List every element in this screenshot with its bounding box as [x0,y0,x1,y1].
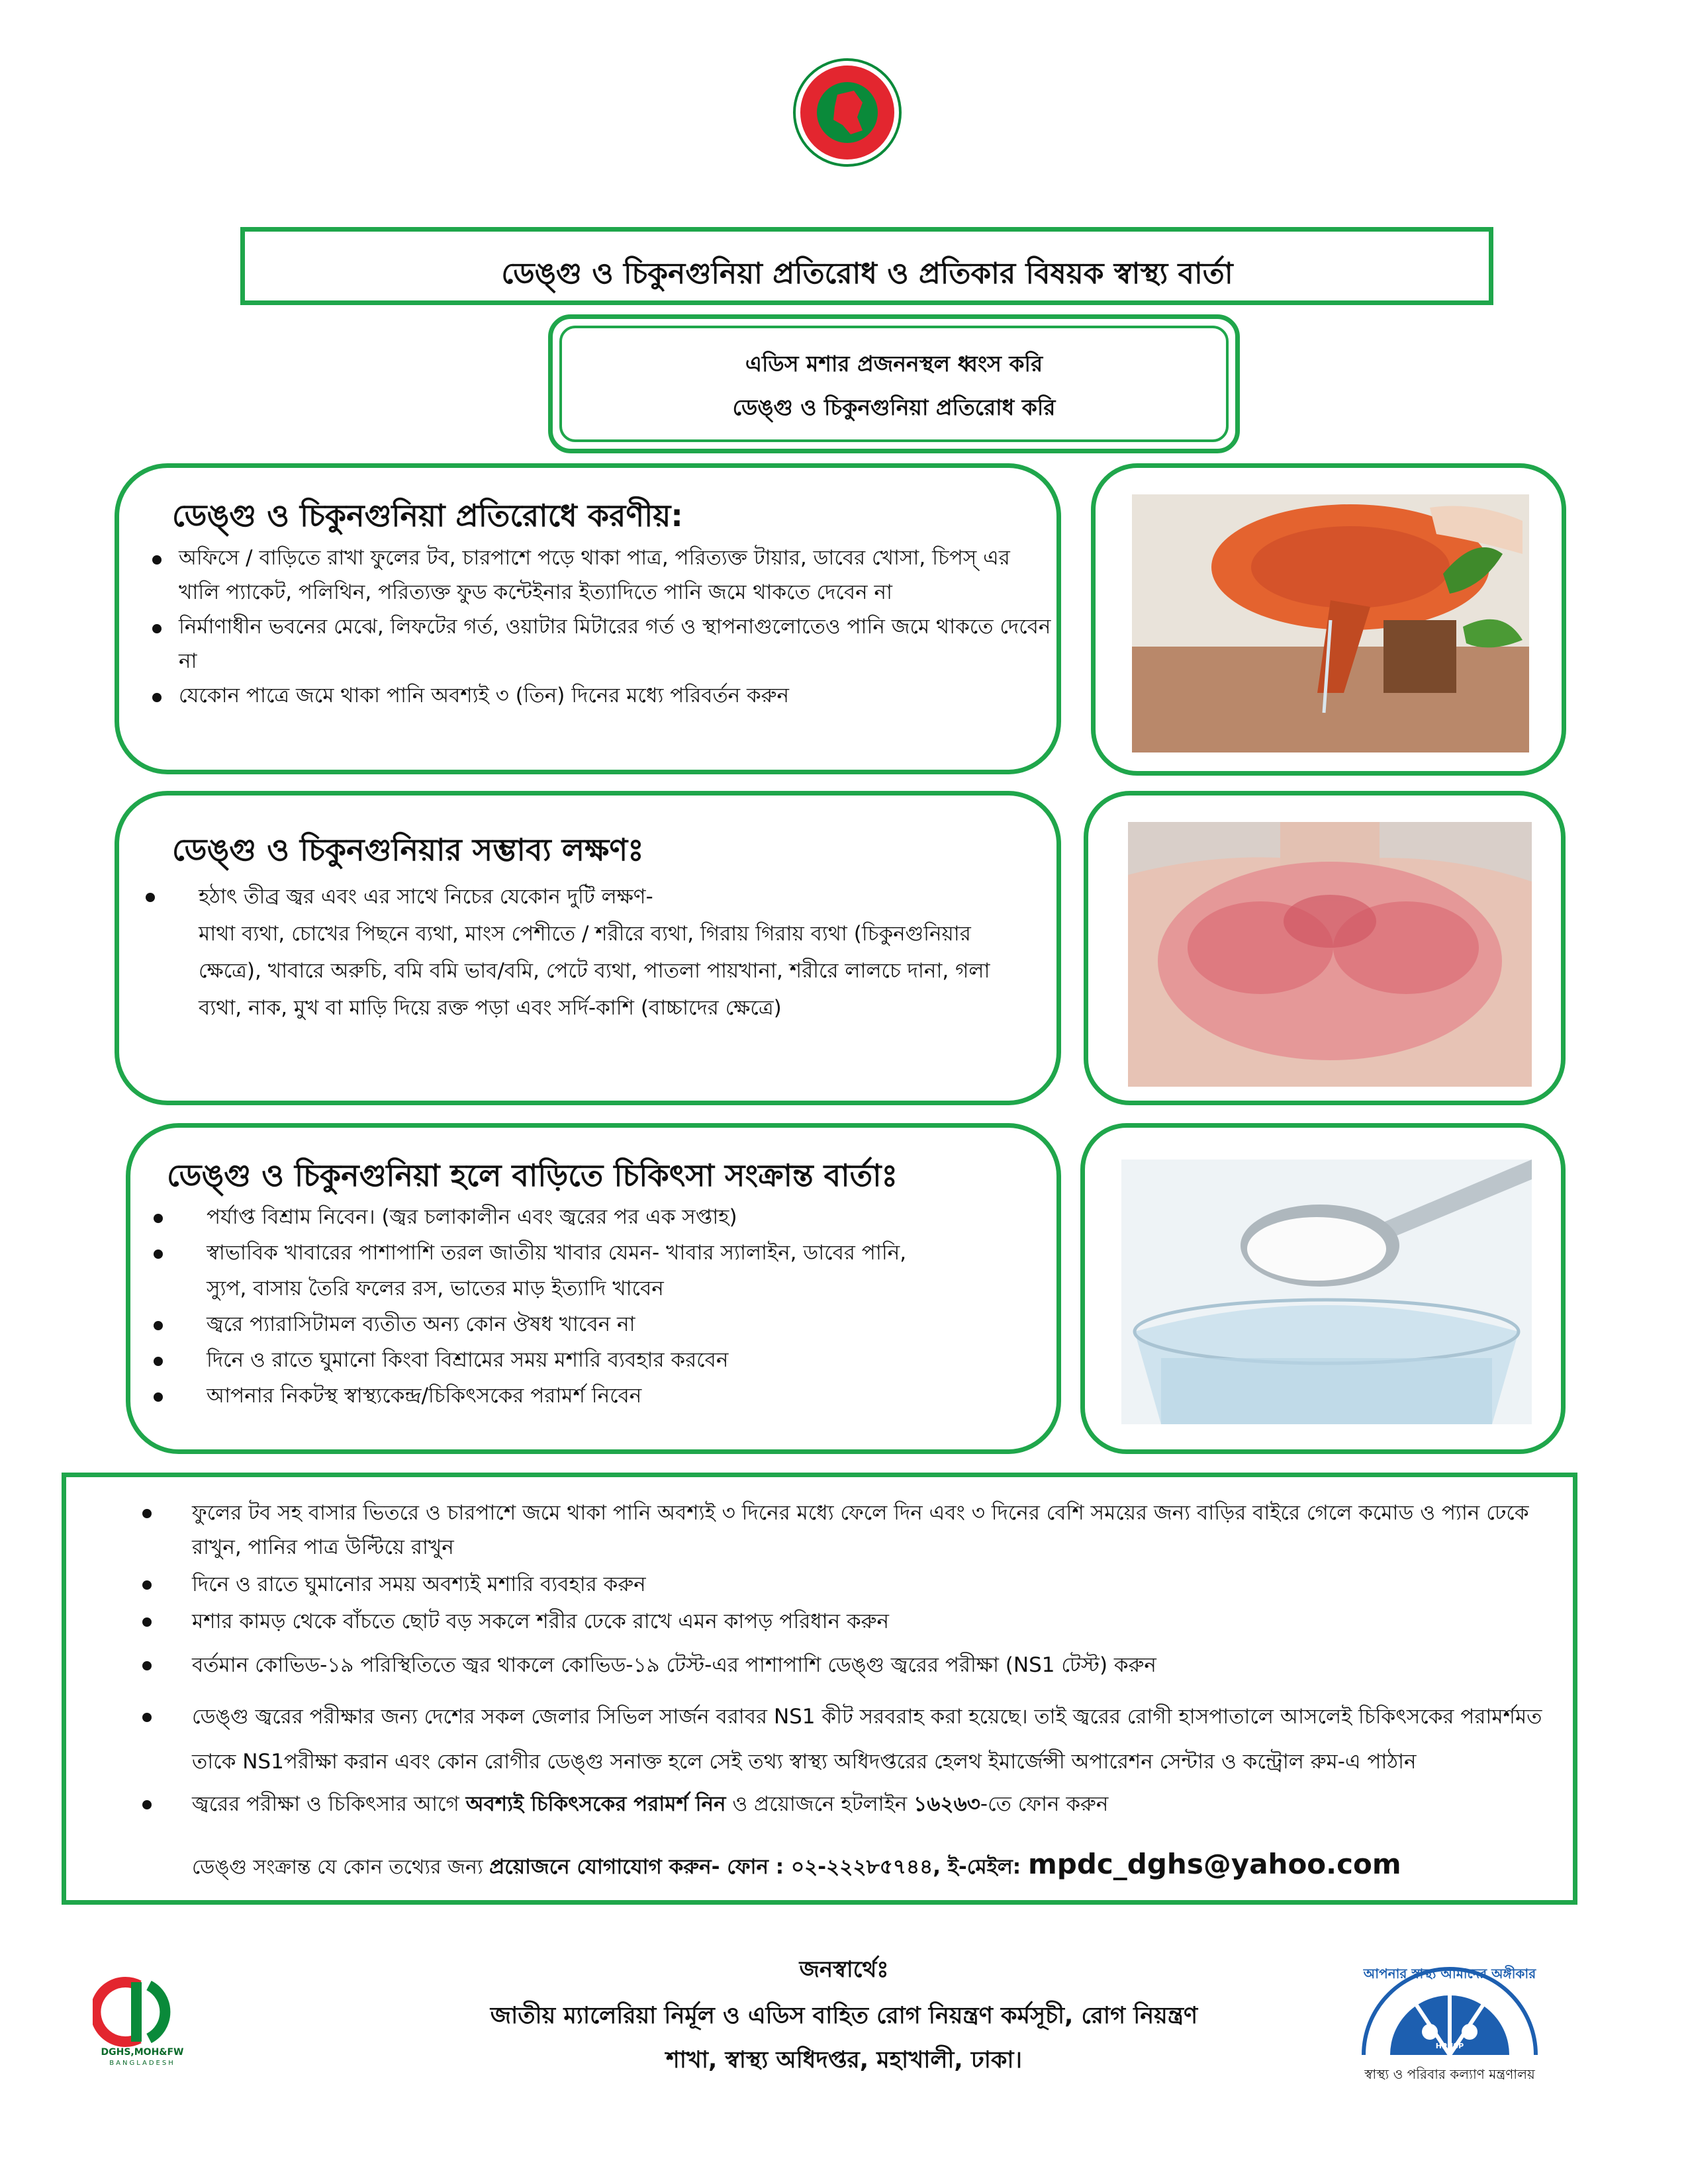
treatment-list [154,1199,1047,1414]
footer-label: জনস্বার্থেঃ [799,1956,889,1983]
list-item: যেকোন পাত্রে জমে থাকা পানি অবশ্যই ৩ (তিন) দিনের মধ্যে পরিবর্তন করুন [152,678,1053,713]
contact-line: ডেঙ্গু সংক্রান্ত যে কোন তথ্যের জন্য প্রয়োজনে যোগাযোগ করুন- ফোন : ০২-২২২৮৫৭৪৪, ই-মেইল: mpdc_dghs@yahoo.com [192,1848,1401,1880]
bullet-icon [154,1357,163,1366]
list-item: আপনার নিকটস্থ স্বাস্থ্যকেন্দ্র/চিকিৎসকের পরামর্শ নিবেন [154,1378,1047,1414]
hpnsp-logo [1337,1959,1562,2091]
symptoms-section [115,791,1061,1105]
slogan-line-2: ডেঙ্গু ও চিকুনগুনিয়া প্রতিরোধ করি [732,394,1056,420]
contact-email[interactable]: mpdc_dghs@yahoo.com [1028,1848,1401,1880]
hpnsp-badge: HPNSP [1435,2042,1464,2050]
prevention-list [152,541,1053,713]
title-banner [240,227,1493,305]
list-item: বর্তমান কোভিড-১৯ পরিস্থিতিতে জ্বর থাকলে কোভিড-১৯ টেস্ট-এর পাশাপাশি ডেঙ্গু জ্বরের পরীক্ষা (NS1 টেস্ট) করুন [142,1648,1566,1682]
slogan-box [548,314,1240,453]
hpnsp-arc-text: আপনার স্বাস্থ্য আমাদের অঙ্গীকার [1363,1966,1536,1981]
cdc-logo-sub: BANGLADESH [109,2060,175,2067]
bullet-icon [142,1580,152,1590]
hpnsp-caption: স্বাস্থ্য ও পরিবার কল্যাণ মন্ত্রণালয় [1364,2066,1535,2082]
skin-rash-image [1128,822,1532,1087]
symptom-line: ব্যথা, নাক, মুখ বা মাড়ি দিয়ে রক্ত পড়া এবং সর্দি-কাশি (বাচ্চাদের ক্ষেত্রে) [199,996,782,1020]
symptom-line: হঠাৎ তীব্র জ্বর এবং এর সাথে নিচের যেকোন দুটি লক্ষণ- [199,885,653,909]
bullet-icon [146,893,155,902]
bullet-icon [142,1617,152,1627]
list-item: মশার কামড় থেকে বাঁচতে ছোট বড় সকলে শরীর ঢেকে রাখে এমন কাপড় পরিধান করুন [142,1604,1566,1639]
symptoms-heading: ডেঙ্গু ও চিকুনগুনিয়ার সম্ভাব্য লক্ষণঃ [172,832,644,868]
list-item: জ্বরের পরীক্ষা ও চিকিৎসার আগে অবশ্যই চিকিৎসকের পরামর্শ নিন ও প্রয়োজনে হটলাইন ১৬২৬৩-তে ফোন করুন [142,1787,1566,1821]
cdc-logo [93,1976,192,2071]
bullet-icon [154,1214,163,1223]
slogan-line-1: এডিস মশার প্রজননস্থল ধ্বংস করি [745,351,1043,377]
salt-spoon-glass-image [1121,1160,1532,1424]
prevention-section [115,463,1061,774]
bullet-icon [142,1713,152,1722]
list-item: নির্মাণাধীন ভবনের মেঝে, লিফটের গর্ত, ওয়াটার মিটারের গর্ত ও স্থাপনাগুলোতেও পানি জমে থাকতে দেবেন না [152,610,1053,678]
bullet-icon [152,624,162,633]
list-item: অফিসে / বাড়িতে রাখা ফুলের টব, চারপাশে পড়ে থাকা পাত্র, পরিত্যক্ত টায়ার, ডাবের খোসা, চিপস্‌ এর খালি প্যাকেট, পলিথিন, পরিত্যক্ত ফুড কন্টেইনার ইত্যাদিতে পানি জমে থাকতে দেবেন না [152,541,1053,610]
flower-pot-image-frame [1091,463,1566,776]
symptom-line: ক্ষেত্রে), খাবারে অরুচি, বমি বমি ভাব/বমি, পেটে ব্যথা, পাতলা পায়খানা, শরীরে লালচে দানা, গলা [199,959,990,983]
list-item: দিনে ও রাতে ঘুমানো কিংবা বিশ্রামের সময় মশারি ব্যবহার করবেন [154,1342,1047,1378]
spoon-glass-image-frame [1080,1123,1566,1454]
page-title: ডেঙ্গু ও চিকুনগুনিয়া প্রতিরোধ ও প্রতিকার বিষয়ক স্বাস্থ্য বার্তা [501,257,1233,291]
footer-line-2: শাখা, স্বাস্থ্য অধিদপ্তর, মহাখালী, ঢাকা। [665,2047,1023,2073]
treatment-section [126,1123,1061,1454]
rash-image-frame [1084,791,1566,1105]
prevention-heading: ডেঙ্গু ও চিকুনগুনিয়া প্রতিরোধে করণীয়: [172,498,683,533]
cdc-logo-text: DGHS,MOH&FW [101,2047,184,2058]
list-item: দিনে ও রাতে ঘুমানোর সময় অবশ্যই মশারি ব্যবহার করুন [142,1567,1566,1602]
bullet-icon [142,1800,152,1809]
list-item: স্বাভাবিক খাবারের পাশাপাশি তরল জাতীয় খাবার যেমন- খাবার স্যালাইন, ডাবের পানি, স্যুপ, বাসায় তৈরি ফলের রস, ভাতের মাড় ইত্যাদি খাবেন [154,1235,1047,1306]
emptying-flower-pot-image [1132,494,1529,752]
list-item: ডেঙ্গু জ্বরের পরীক্ষার জন্য দেশের সকল জেলার সিভিল সার্জন বরাবর NS1 কীট সরবরাহ করা হয়েছে। তাই জ্বরের রোগী হাসপাতালে আসলেই চিকিৎসকের পরামর্শমত তাকে NS1পরীক্ষা করান এবং কোন রোগীর ডেঙ্গু সনাক্ত হলে সেই তথ্য স্বাস্থ্য অধিদপ্তরের হেলথ ইমার্জেন্সী অপারেশন সেন্টার ও কন্ট্রোল রুম-এ পাঠান [142,1694,1566,1784]
bullet-icon [152,555,162,565]
bullet-icon [142,1509,152,1518]
list-item: জ্বরে প্যারাসিটামল ব্যতীত অন্য কোন ঔষধ খাবেন না [154,1306,1047,1342]
symptom-line: মাথা ব্যথা, চোখের পিছনে ব্যথা, মাংস পেশীতে / শরীরে ব্যথা, গিরায় গিরায় ব্যথা (চিকুনগুনিয়ার [199,922,971,946]
bullet-icon [154,1250,163,1259]
notice-box [62,1473,1577,1905]
bullet-icon [154,1392,163,1402]
bullet-icon [154,1321,163,1330]
treatment-heading: ডেঙ্গু ও চিকুনগুনিয়া হলে বাড়িতে চিকিৎসা সংক্রান্ত বার্তাঃ [167,1158,898,1193]
government-seal-logo [791,56,904,169]
bullet-icon [152,693,162,702]
footer-line-1: জাতীয় ম্যালেরিয়া নির্মূল ও এডিস বাহিত রোগ নিয়ন্ত্রণ কর্মসূচী, রোগ নিয়ন্ত্রণ [490,2003,1198,2029]
bullet-icon [142,1661,152,1670]
list-item: পর্যাপ্ত বিশ্রাম নিবেন। (জ্বর চলাকালীন এবং জ্বরের পর এক সপ্তাহ) [154,1199,1047,1235]
symptoms-list [146,878,1059,1026]
list-item: ফুলের টব সহ বাসার ভিতরে ও চারপাশে জমে থাকা পানি অবশ্যই ৩ দিনের মধ্যে ফেলে দিন এবং ৩ দিনের বেশি সময়ের জন্য বাড়ির বাইরে গেলে কমোড ও প্যান ঢেকে রাখুন, পানির পাত্র উল্টিয়ে রাখুন [142,1496,1566,1565]
notice-list [142,1496,1566,1821]
